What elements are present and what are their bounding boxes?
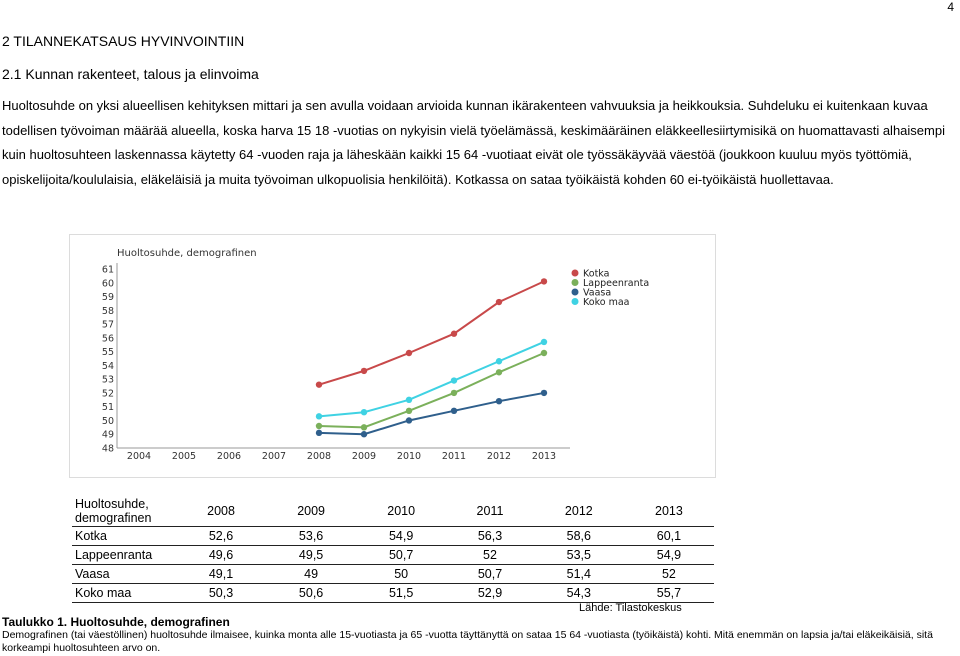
series-line xyxy=(319,342,544,416)
table-cell: 49 xyxy=(266,565,356,584)
subsection-heading: 2.1 Kunnan rakenteet, talous ja elinvoima xyxy=(2,66,259,82)
table-header-cell: 2008 xyxy=(176,496,266,527)
legend-label: Koko maa xyxy=(583,297,630,308)
table-cell: Kotka xyxy=(72,527,176,546)
data-point xyxy=(496,299,502,305)
table-row xyxy=(72,527,714,546)
data-point xyxy=(541,390,547,396)
data-point xyxy=(541,278,547,284)
y-tick-label: 50 xyxy=(101,415,114,427)
table-header-cell: 2009 xyxy=(266,496,356,527)
table-cell: 53,6 xyxy=(266,527,356,546)
y-tick-label: 51 xyxy=(101,402,114,414)
y-tick-label: 49 xyxy=(101,429,114,441)
x-tick-label: 2007 xyxy=(261,451,287,462)
table-cell: 49,5 xyxy=(266,546,356,565)
data-point xyxy=(406,350,412,356)
data-point xyxy=(451,408,457,414)
table-cell: 52 xyxy=(446,546,534,565)
x-tick-label: 2011 xyxy=(441,451,467,462)
data-point xyxy=(496,398,502,404)
y-tick-label: 53 xyxy=(101,374,114,386)
legend-label: Kotka xyxy=(583,268,610,280)
data-point xyxy=(316,430,322,436)
legend-marker xyxy=(572,270,579,277)
y-tick-label: 52 xyxy=(101,388,114,400)
table-header-row xyxy=(72,496,714,527)
table-cell: 53,5 xyxy=(534,546,624,565)
y-tick-label: 56 xyxy=(101,333,114,345)
legend-marker xyxy=(572,279,579,286)
data-point xyxy=(496,369,502,375)
data-point xyxy=(406,417,412,423)
table-cell: Lappeenranta xyxy=(72,546,176,565)
table-cell: 50,6 xyxy=(266,584,356,603)
data-point xyxy=(361,424,367,430)
table-cell: 55,7 xyxy=(624,584,714,603)
table-header-cell: 2011 xyxy=(446,496,534,527)
data-point xyxy=(541,350,547,356)
table-cell: 54,3 xyxy=(534,584,624,603)
table-cell: 54,9 xyxy=(624,546,714,565)
table-header-cell: 2013 xyxy=(624,496,714,527)
table-row xyxy=(72,565,714,584)
section-heading: 2 TILANNEKATSAUS HYVINVOINTIIN xyxy=(2,33,245,49)
table-cell: Koko maa xyxy=(72,584,176,603)
x-tick-label: 2006 xyxy=(216,451,242,462)
table-cell: 52,6 xyxy=(176,527,266,546)
x-tick-label: 2009 xyxy=(351,451,377,462)
table-cell: 51,5 xyxy=(356,584,446,603)
legend-marker xyxy=(572,289,579,296)
y-tick-label: 55 xyxy=(101,347,114,359)
table-cell: 50,3 xyxy=(176,584,266,603)
x-tick-label: 2010 xyxy=(396,451,422,462)
y-tick-label: 54 xyxy=(101,360,114,372)
y-tick-label: 58 xyxy=(101,305,114,317)
data-point xyxy=(316,423,322,429)
legend-marker xyxy=(572,298,579,305)
source-note: Lähde: Tilastokeskus xyxy=(579,602,682,614)
table-cell: Vaasa xyxy=(72,565,176,584)
y-tick-label: 59 xyxy=(101,292,114,304)
table-cell: 49,1 xyxy=(176,565,266,584)
table-cell: 56,3 xyxy=(446,527,534,546)
page-number: 4 xyxy=(947,0,954,14)
data-table xyxy=(72,496,714,603)
table-cell: 50,7 xyxy=(446,565,534,584)
table-cell: 49,6 xyxy=(176,546,266,565)
chart-svg xyxy=(70,235,715,477)
table-cell: 60,1 xyxy=(624,527,714,546)
legend-label: Vaasa xyxy=(583,287,612,299)
x-tick-label: 2013 xyxy=(531,451,557,462)
data-point xyxy=(406,408,412,414)
line-chart xyxy=(69,234,716,478)
data-point xyxy=(361,409,367,415)
table-cell: 52,9 xyxy=(446,584,534,603)
data-point xyxy=(451,390,457,396)
table-cell: 54,9 xyxy=(356,527,446,546)
table-row xyxy=(72,546,714,565)
body-paragraph: Huoltosuhde on yksi alueellisen kehityksen mittari ja sen avulla voidaan arvioida kunnan ikärakenteen vahvuuksia ja heikkouksia. Suhdeluku ei kuitenkaan kuvaa todellisen työvoiman määrää alueella, koska harva 15 18 -vuotias on nykyisin vielä työelämässä, keskimääräinen eläkkeellesiirtymisikä on huomattavasti alhaisempi kuin huoltosuhteen laskennassa käytetty 64 -vuoden raja ja läheskään kaikki 15 64 -vuotiaat eivät ole työssäkäyvää väestöä (joukkoon kuuluu myös työttömiä, opiskelijoita/koululaisia, eläkeläisiä ja muita työvoiman ulkopuolisia henkilöitä). Kotkassa on sataa työikäistä kohden 60 ei-työikäistä huollettavaa. xyxy=(2,98,945,187)
data-point xyxy=(316,381,322,387)
table-header-cell: Huoltosuhde, demografinen xyxy=(72,496,176,527)
data-point xyxy=(541,339,547,345)
x-tick-label: 2004 xyxy=(126,451,152,462)
y-tick-label: 48 xyxy=(101,443,114,455)
x-tick-label: 2012 xyxy=(486,451,512,462)
data-point xyxy=(451,377,457,383)
data-point xyxy=(496,358,502,364)
table-header-cell: 2010 xyxy=(356,496,446,527)
table-row xyxy=(72,584,714,603)
chart-title: Huoltosuhde, demografinen xyxy=(117,248,257,259)
y-tick-label: 57 xyxy=(101,319,114,331)
table-header-cell: 2012 xyxy=(534,496,624,527)
x-tick-label: 2008 xyxy=(306,451,332,462)
table-description: Demografinen (tai väestöllinen) huoltosuhde ilmaisee, kuinka monta alle 15-vuotiasta ja 65 -vuotta täyttänyttä on sataa 15 64 -vuotiasta (työikäistä) kohti. Mitä enemmän on lapsia ja/tai eläkeikäisiä, sitä korkeampi huoltosuhteen arvo on. xyxy=(2,629,933,654)
table-cell: 50 xyxy=(356,565,446,584)
data-point xyxy=(406,397,412,403)
table-cell: 58,6 xyxy=(534,527,624,546)
y-tick-label: 61 xyxy=(101,264,114,276)
series-line xyxy=(319,281,544,384)
table-cell: 51,4 xyxy=(534,565,624,584)
data-point xyxy=(451,331,457,337)
data-point xyxy=(316,413,322,419)
data-point xyxy=(361,431,367,437)
table-caption: Taulukko 1. Huoltosuhde, demografinen xyxy=(2,615,230,629)
legend-label: Lappeenranta xyxy=(583,278,650,289)
table-cell: 52 xyxy=(624,565,714,584)
x-tick-label: 2005 xyxy=(171,451,197,462)
table-cell: 50,7 xyxy=(356,546,446,565)
data-point xyxy=(361,368,367,374)
y-tick-label: 60 xyxy=(101,278,114,290)
